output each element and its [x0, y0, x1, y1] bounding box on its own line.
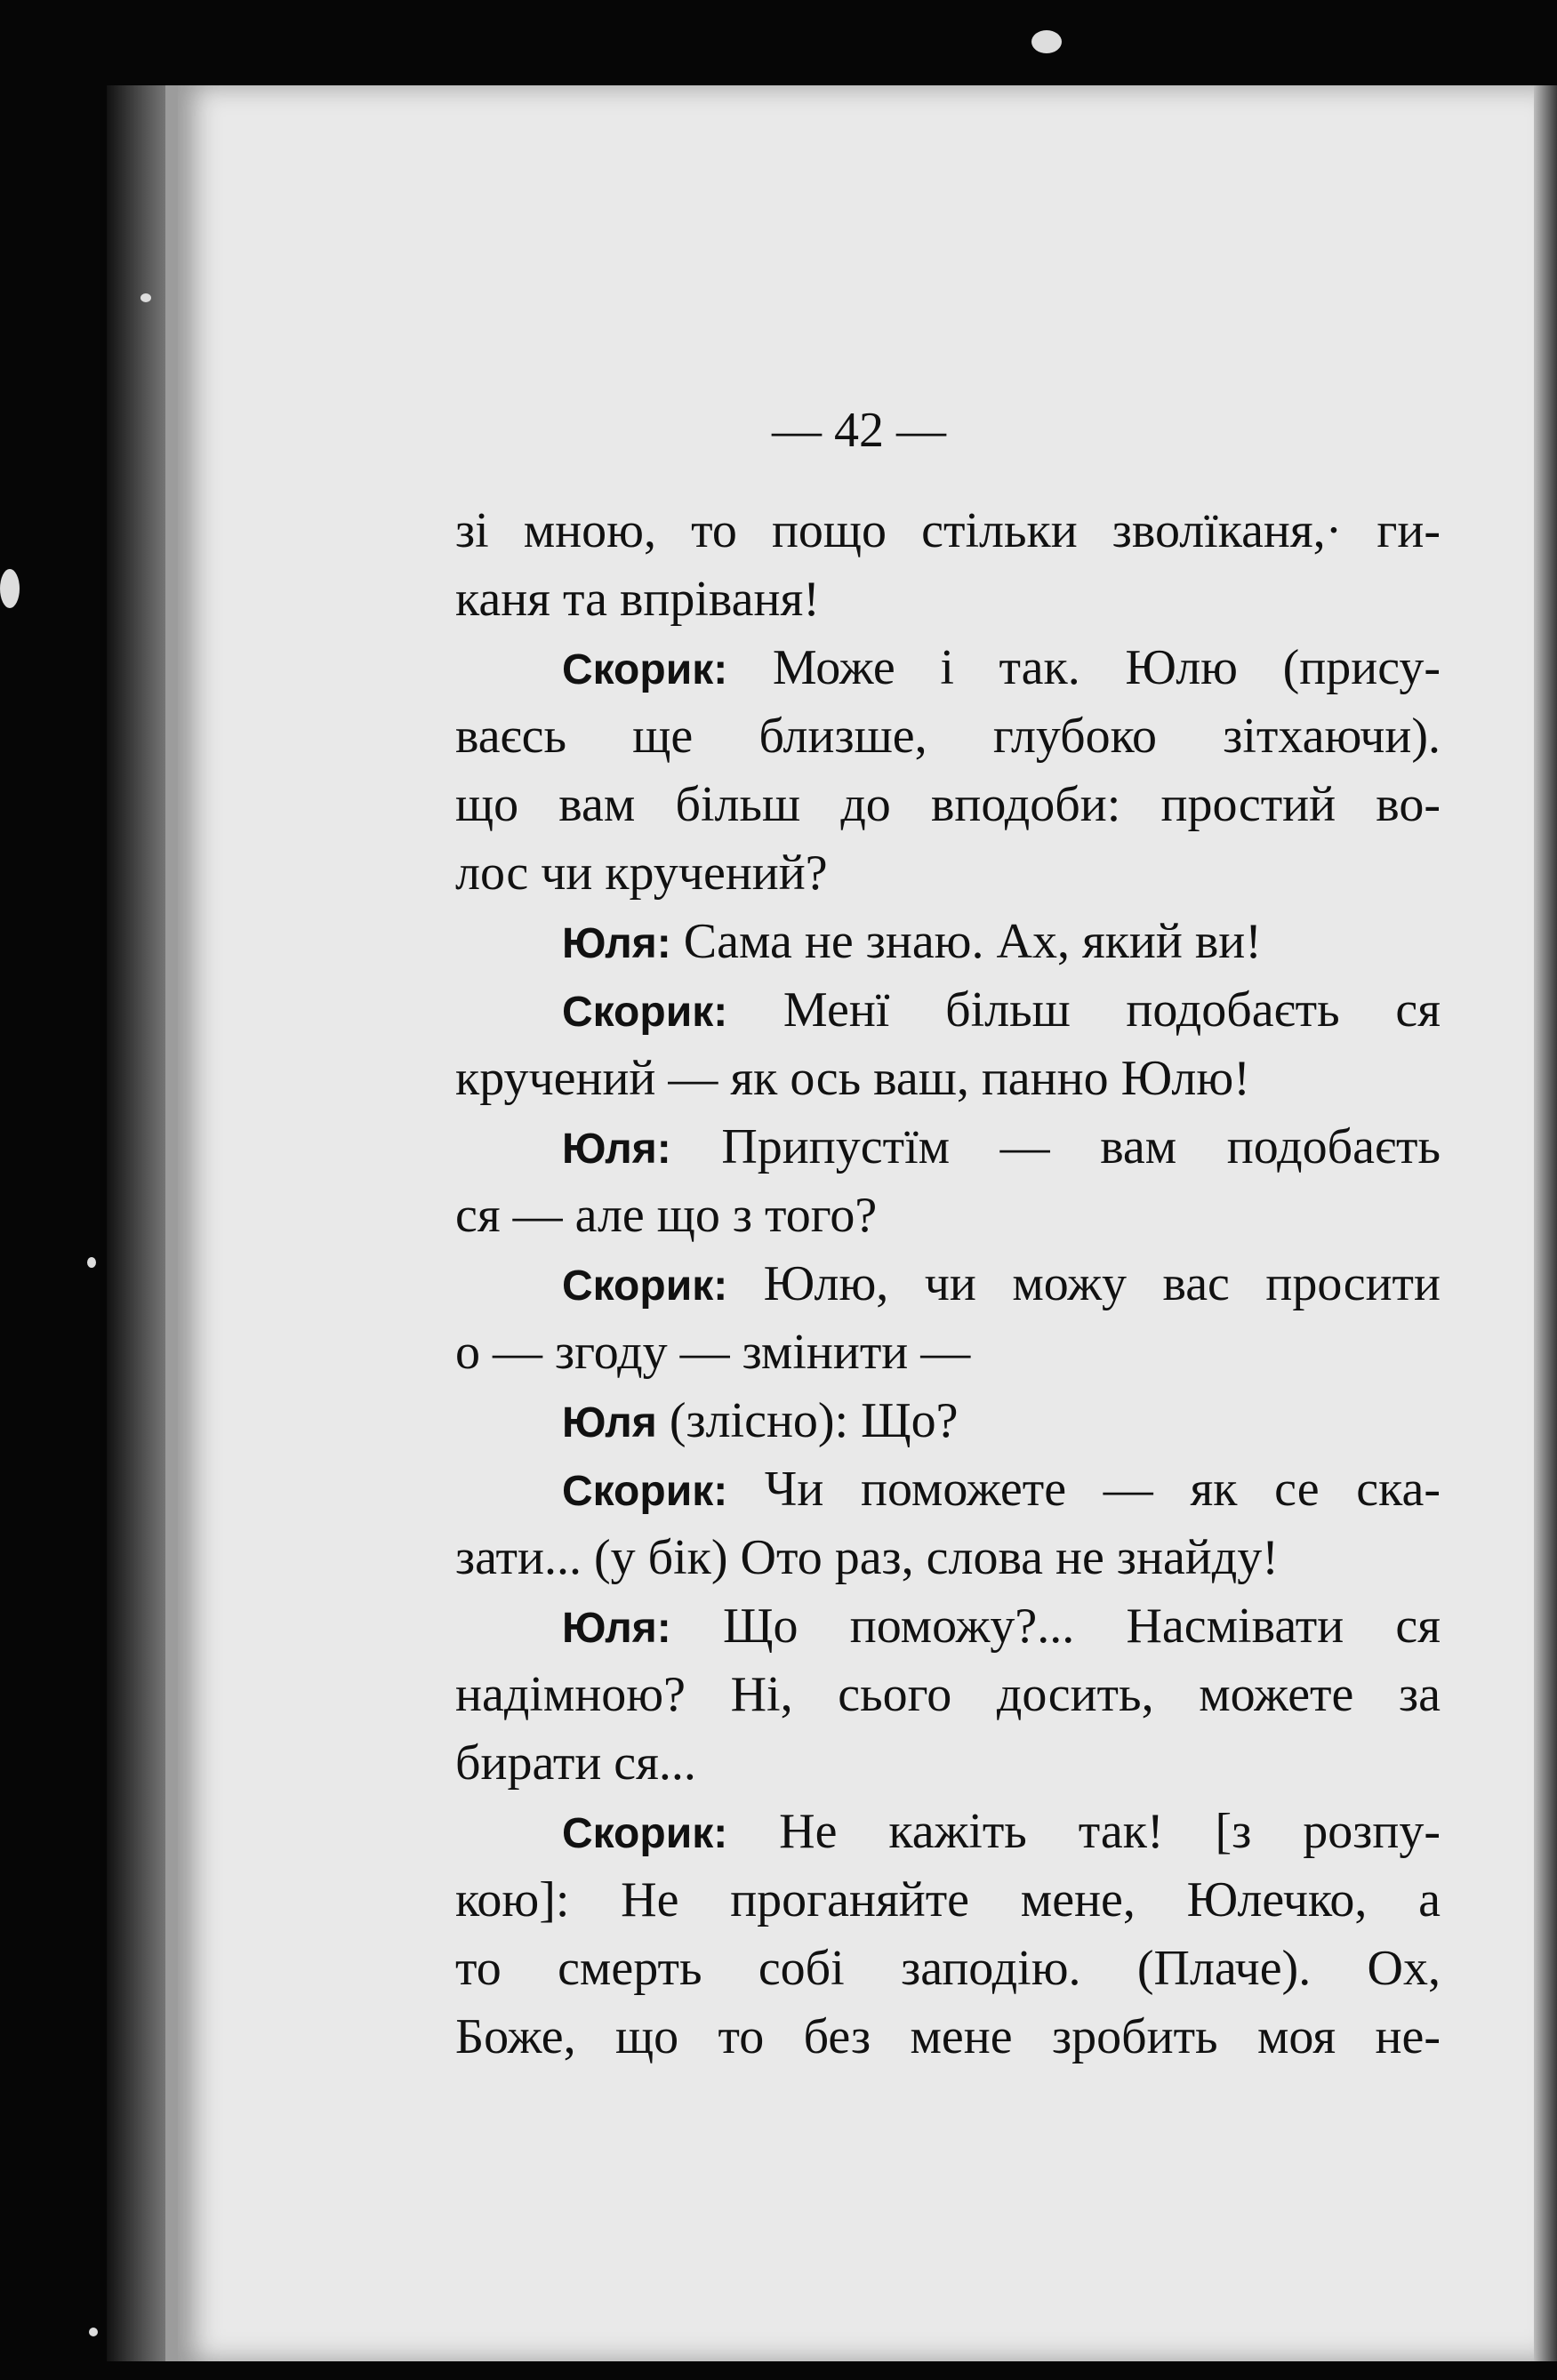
- text-line: надімною? Ні, сього досить, можете за: [455, 1667, 1441, 1722]
- text-line: Юля: Сама не знаю. Ах, який ви!: [562, 914, 1262, 969]
- text-line: зати... (у бік) Ото раз, слова не знайду!: [455, 1530, 1279, 1585]
- scan-speck: [87, 1257, 96, 1268]
- text-line: зі мною, то пощо стільки зволїканя,· ги-: [455, 503, 1441, 558]
- text-line: то смерть собі заподію. (Плаче). Ох,: [455, 1941, 1441, 1996]
- text-line: бирати ся...: [455, 1735, 696, 1791]
- text-line: лос чи кручений?: [455, 845, 828, 901]
- text-line: Боже, що то без мене зробить моя не-: [455, 2009, 1441, 2064]
- text-line: Скорик: Юлю, чи можу вас просити: [562, 1256, 1441, 1311]
- text-line: ся — але що з того?: [455, 1188, 878, 1243]
- text-line: кручений — як ось ваш, панно Юлю!: [455, 1051, 1250, 1106]
- scan-speck: [89, 2328, 98, 2336]
- text-line: Юля (злісно): Що?: [562, 1393, 959, 1448]
- scan-speck: [0, 569, 20, 608]
- text-line: Юля: Що поможу?... Насмівати ся: [562, 1599, 1441, 1654]
- text-line: Скорик: Чи поможете — як се ска-: [562, 1462, 1441, 1517]
- scan-speck: [140, 293, 151, 302]
- scan-speck: [1031, 30, 1062, 53]
- text-line: Скорик: Може і так. Юлю (прису-: [562, 640, 1441, 695]
- text-line: що вам більш до вподоби: простий во-: [455, 777, 1441, 832]
- page-right-edge: [1534, 85, 1557, 2361]
- text-line: ваєсь ще близше, глубоко зітхаючи).: [455, 709, 1441, 764]
- text-line: Юля: Припустїм — вам подобаєть: [562, 1119, 1441, 1174]
- text-line: Скорик: Менї більш подобаєть ся: [562, 982, 1441, 1038]
- body-text: [455, 498, 1441, 2072]
- page-number: — 42 —: [772, 403, 946, 458]
- text-line: кою]: Не проганяйте мене, Юлечко, а: [455, 1872, 1441, 1927]
- text-line: Скорик: Не кажіть так! [з розпу-: [562, 1804, 1441, 1859]
- text-line: о — згоду — змінити —: [455, 1325, 971, 1380]
- text-line: каня та впріваня!: [455, 572, 820, 627]
